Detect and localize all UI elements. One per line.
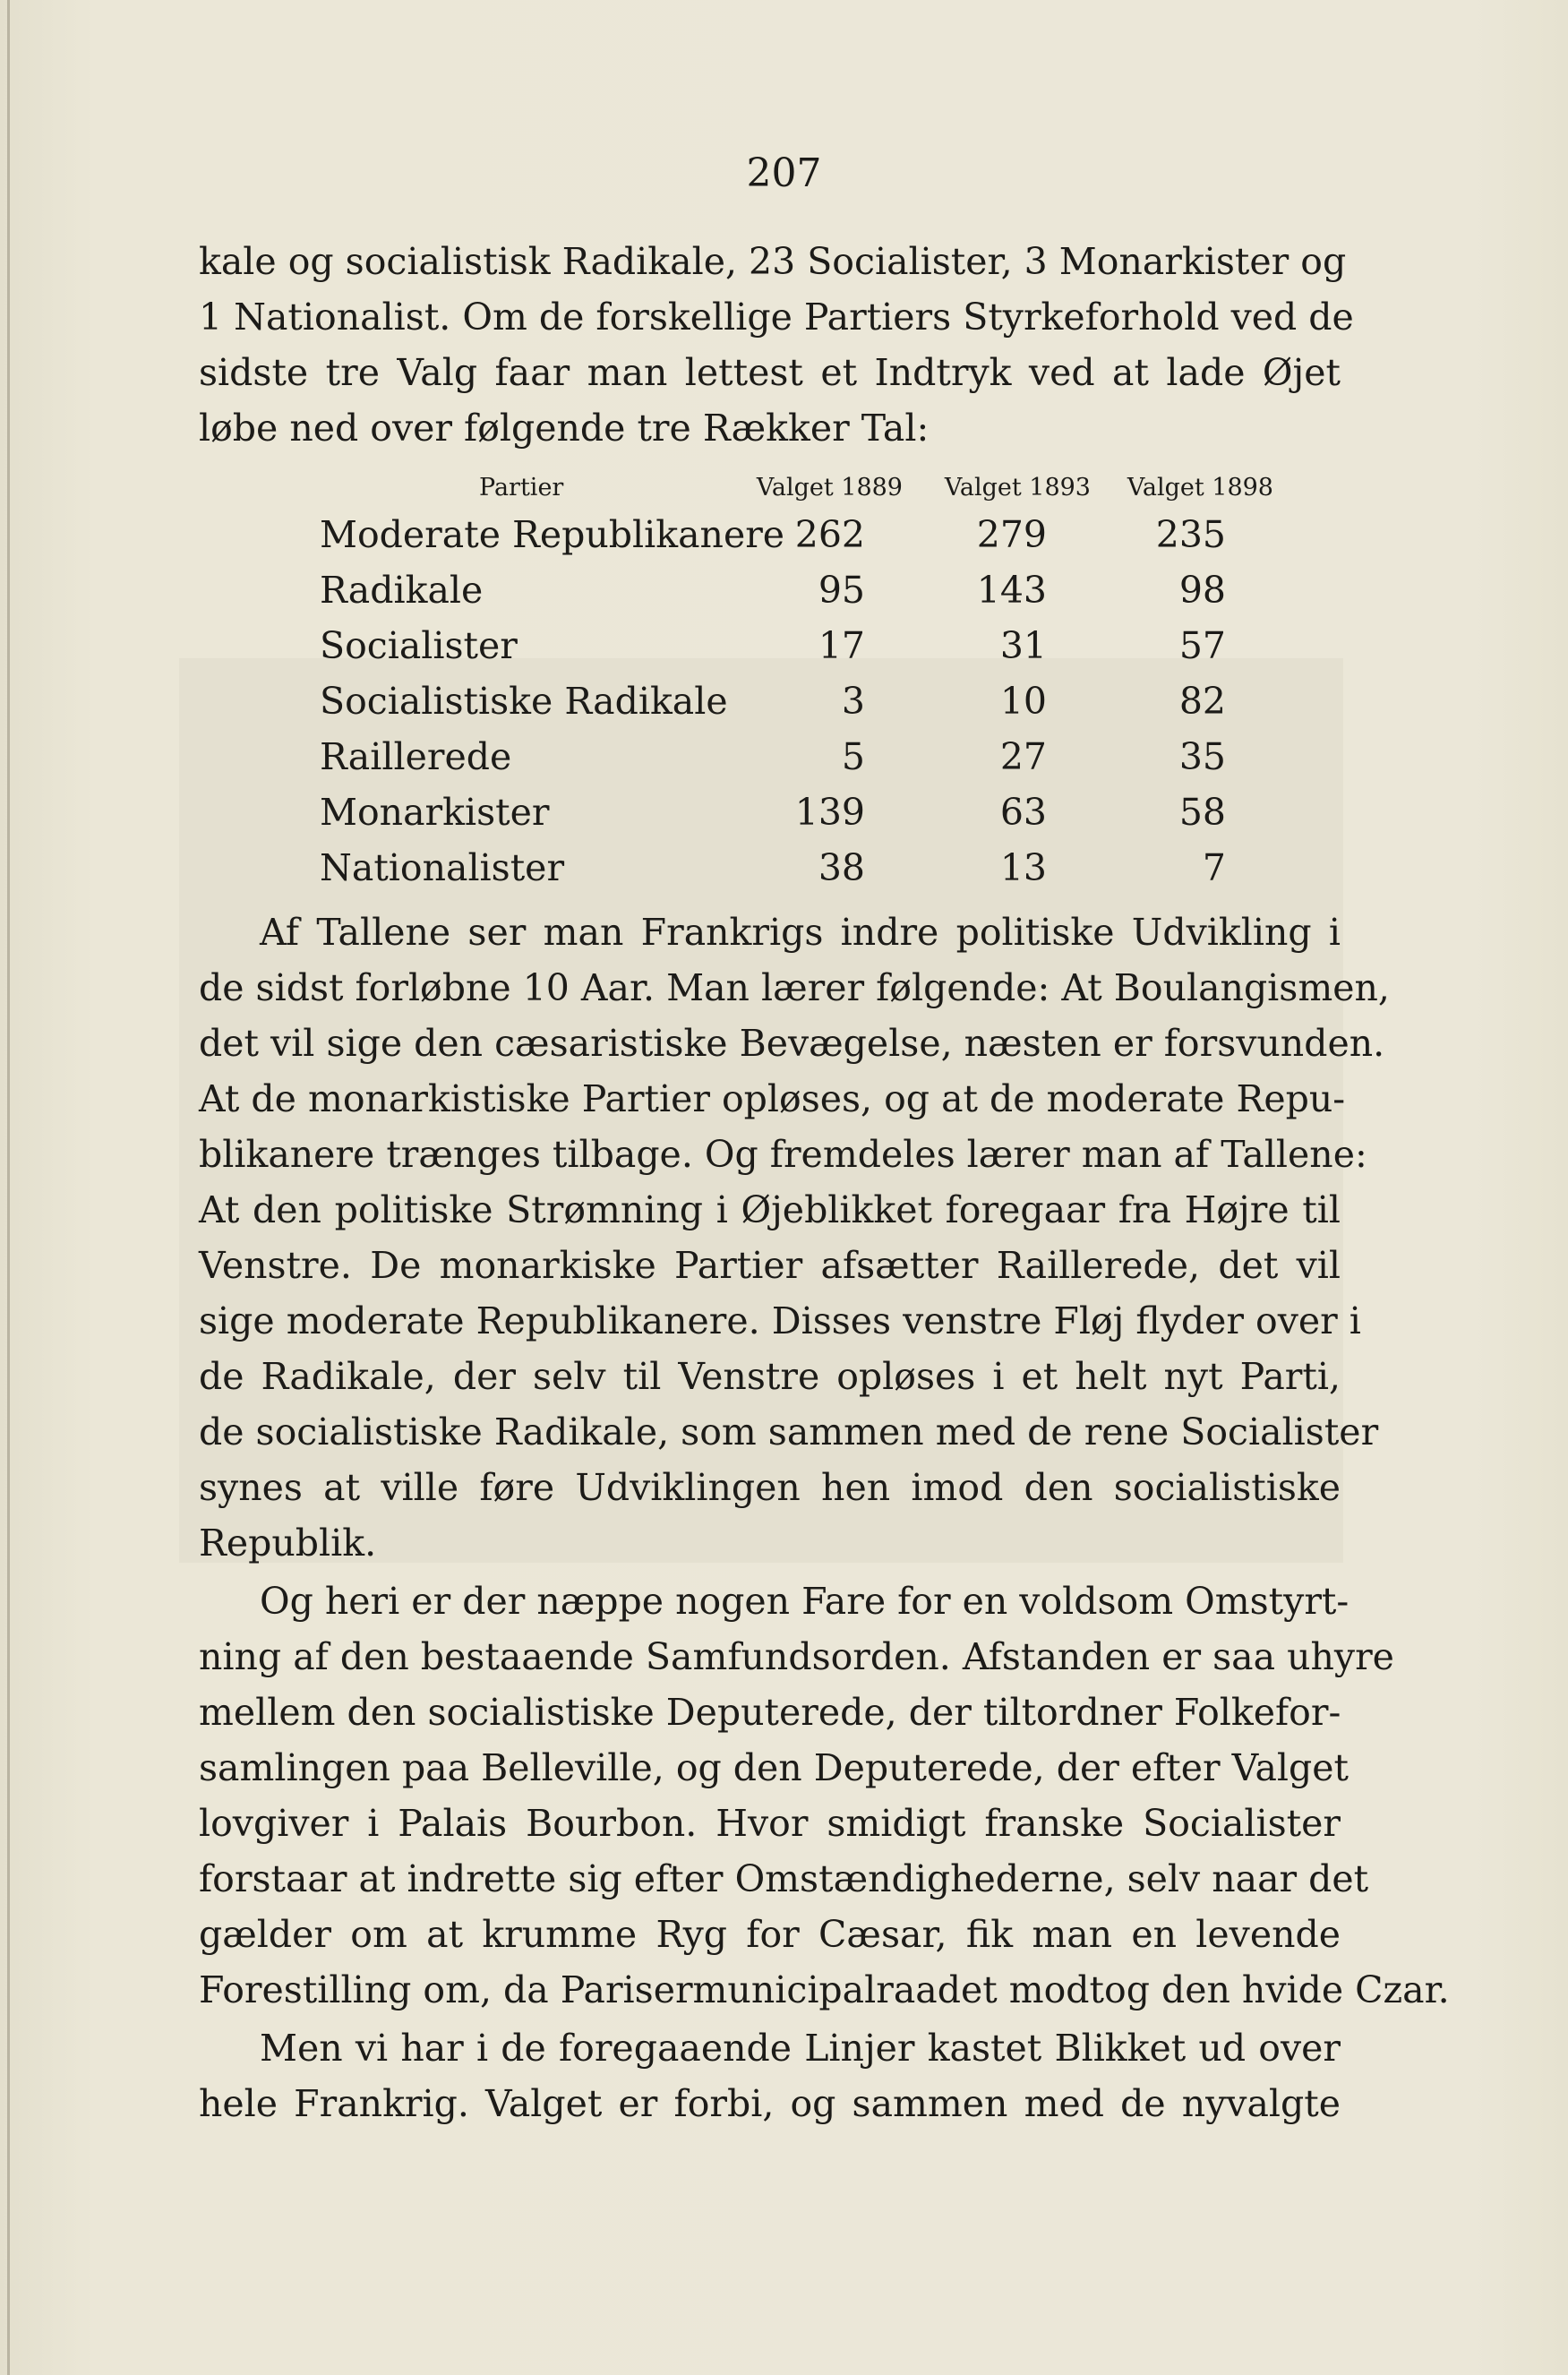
value-1889: 139 [794,791,865,834]
party-name: Radikale [320,569,484,612]
text-line: Af Tallene ser man Frankrigs indre politiske Udvikling i [260,911,1341,954]
value-1893: 63 [999,791,1047,834]
text-line: mellem den socialistiske Deputerede, der tiltordner Folkefor- [199,1691,1341,1734]
table-row [0,785,1568,840]
party-name: Socialister [320,624,518,667]
text-line: de Radikale, der selv til Venstre opløses i et helt nyt Parti, [199,1355,1341,1398]
value-1893: 279 [976,513,1047,556]
table-row [0,618,1568,673]
value-1889: 17 [818,624,865,667]
text-line: Og heri er der næppe nogen Fare for en voldsom Omstyrt- [260,1580,1350,1623]
text-line: ning af den bestaaende Samfundsorden. Afstanden er saa uhyre [199,1635,1394,1678]
value-1898: 7 [1202,846,1226,889]
table-header-1898: Valget 1898 [1127,474,1273,502]
text-line: At de monarkistiske Partier opløses, og at de moderate Repu- [199,1077,1346,1120]
text-line: blikanere trænges tilbage. Og fremdeles lærer man af Tallene: [199,1133,1367,1176]
value-1893: 31 [999,624,1047,667]
value-1889: 262 [794,513,865,556]
value-1898: 35 [1178,735,1226,778]
text-line: sidste tre Valg faar man lettest et Indtryk ved at lade Øjet [199,351,1341,394]
text-line: Men vi har i de foregaaende Linjer kastet Blikket ud over [260,2027,1341,2070]
text-line: Forestilling om, da Parisermunicipalraadet modtog den hvide Czar. [199,1968,1450,2011]
value-1889: 3 [841,680,865,723]
value-1898: 98 [1178,569,1226,612]
value-1893: 13 [999,846,1047,889]
text-line: synes at ville føre Udviklingen hen imod den socialistiske [199,1466,1341,1509]
party-name: Raillerede [320,735,512,778]
table-header-1889: Valget 1889 [756,474,903,502]
text-line: det vil sige den cæsaristiske Bevægelse, næsten er forsvunden. [199,1022,1385,1065]
page-gutter-edge [7,0,10,2375]
text-line: samlingen paa Belleville, og den Deputerede, der efter Valget [199,1746,1350,1789]
party-name: Nationalister [320,846,565,889]
text-line: kale og socialistisk Radikale, 23 Socialister, 3 Monarkister og [199,240,1347,283]
text-line: 1 Nationalist. Om de forskellige Partiers Styrkeforhold ved de [199,296,1354,339]
text-line: de sidst forløbne 10 Aar. Man lærer følgende: At Boulangismen, [199,966,1390,1009]
value-1889: 5 [841,735,865,778]
text-line: hele Frankrig. Valget er forbi, og sammen med de nyvalgte [199,2082,1341,2125]
text-line: At den politiske Strømning i Øjeblikket foregaar fra Højre til [199,1188,1341,1231]
value-1898: 82 [1178,680,1226,723]
table-header-1893: Valget 1893 [944,474,1091,502]
table-header-party: Partier [479,474,564,502]
page-number: 207 [746,150,822,196]
party-name: Moderate Republikanere [320,513,785,556]
text-line: lovgiver i Palais Bourbon. Hvor smidigt franske Socialister [199,1802,1341,1845]
table-row [0,673,1568,729]
table-row [0,840,1568,896]
text-line: sige moderate Republikanere. Disses venstre Fløj flyder over i [199,1299,1361,1342]
value-1893: 27 [999,735,1047,778]
value-1898: 57 [1178,624,1226,667]
text-line: Republik. [199,1522,377,1565]
text-line: forstaar at indrette sig efter Omstændighederne, selv naar det [199,1857,1369,1900]
text-line: de socialistiske Radikale, som sammen med de rene Socialister [199,1410,1379,1453]
text-line: Venstre. De monarkiske Partier afsætter Raillerede, det vil [199,1244,1341,1287]
text-line: gælder om at krumme Ryg for Cæsar, fik man en levende [199,1913,1341,1956]
table-row [0,507,1568,562]
value-1893: 10 [999,680,1047,723]
table-row [0,562,1568,618]
value-1889: 95 [818,569,865,612]
party-name: Monarkister [320,791,550,834]
value-1898: 58 [1178,791,1226,834]
value-1889: 38 [818,846,865,889]
party-name: Socialistiske Radikale [320,680,728,723]
value-1898: 235 [1155,513,1226,556]
text-line: løbe ned over følgende tre Rækker Tal: [199,407,930,450]
value-1893: 143 [976,569,1047,612]
table-row [0,729,1568,785]
